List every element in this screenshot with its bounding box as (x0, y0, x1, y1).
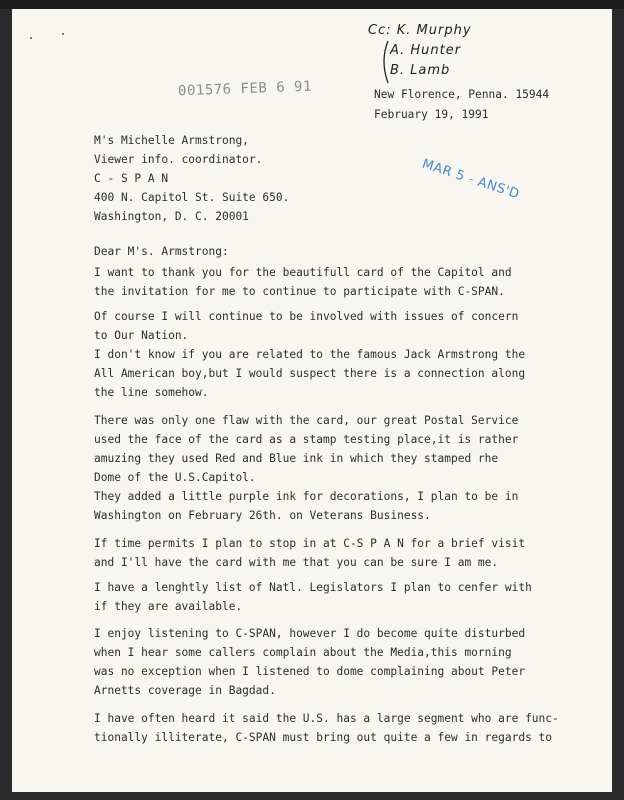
body-line: Arnetts coverage in Bagdad. (94, 684, 276, 697)
body-line: Washington on February 26th. on Veterans Business. (94, 509, 431, 522)
body-line: to Our Nation. (94, 329, 189, 342)
recipient-line: Viewer info. coordinator. (94, 153, 263, 166)
cc-line: B. Lamb (390, 63, 451, 78)
letter-page (12, 9, 612, 792)
recipient-line: C - S P A N (94, 172, 169, 185)
body-line: tionally illiterate, C-SPAN must bring out quite a few in regards to (94, 731, 553, 744)
body-line: If time permits I plan to stop in at C-S P A N for a brief visit (94, 537, 526, 550)
recipient-line: Washington, D. C. 20001 (94, 210, 249, 223)
body-line: There was only one flaw with the card, our great Postal Service (94, 414, 519, 427)
cc-line: Cc: K. Murphy (368, 23, 472, 38)
handwritten-cc-note (364, 23, 494, 87)
bracket-mark (378, 39, 392, 85)
speck (62, 33, 64, 35)
body-line: Of course I will continue to be involved with issues of concern (94, 310, 519, 323)
body-line: Dome of the U.S.Capitol. (94, 471, 256, 484)
recipient-line: 400 N. Capitol St. Suite 650. (94, 191, 290, 204)
body-line: All American boy,but I would suspect there is a connection along (94, 367, 526, 380)
body-line: They added a little purple ink for decorations, I plan to be in (94, 490, 519, 503)
body-line: I don't know if you are related to the famous Jack Armstrong the (94, 348, 526, 361)
body-line: was no exception when I listened to dome complaining about Peter (94, 665, 526, 678)
stamp-number: 001576 FEB 6 91 (177, 78, 313, 100)
sender-address: New Florence, Penna. 15944 (374, 88, 550, 101)
body-line: if they are available. (94, 600, 243, 613)
body-line: the invitation for me to continue to participate with C-SPAN. (94, 285, 505, 298)
body-line: the line somehow. (94, 386, 209, 399)
recipient-line: M's Michelle Armstrong, (94, 134, 249, 147)
body-line: I enjoy listening to C-SPAN, however I do become quite disturbed (94, 627, 526, 640)
body-line: when I hear some callers complain about the Media,this morning (94, 646, 512, 659)
body-line: I have a lenghtly list of Natl. Legislators I plan to cenfer with (94, 581, 532, 594)
letter-date: February 19, 1991 (374, 108, 489, 121)
salutation: Dear M's. Armstrong: (94, 245, 229, 258)
body-line: I want to thank you for the beautifull card of the Capitol and (94, 266, 512, 279)
received-stamp: MAR 5 - ANS'D (420, 156, 522, 203)
speck (30, 37, 32, 39)
body-line: I have often heard it said the U.S. has a large segment who are func- (94, 712, 559, 725)
body-line: and I'll have the card with me that you can be sure I am me. (94, 556, 499, 569)
scan-border (0, 0, 624, 9)
body-line: amuzing they used Red and Blue ink in which they stamped rhe (94, 452, 499, 465)
cc-line: A. Hunter (390, 43, 462, 58)
body-line: used the face of the card as a stamp testing place,it is rather (94, 433, 519, 446)
